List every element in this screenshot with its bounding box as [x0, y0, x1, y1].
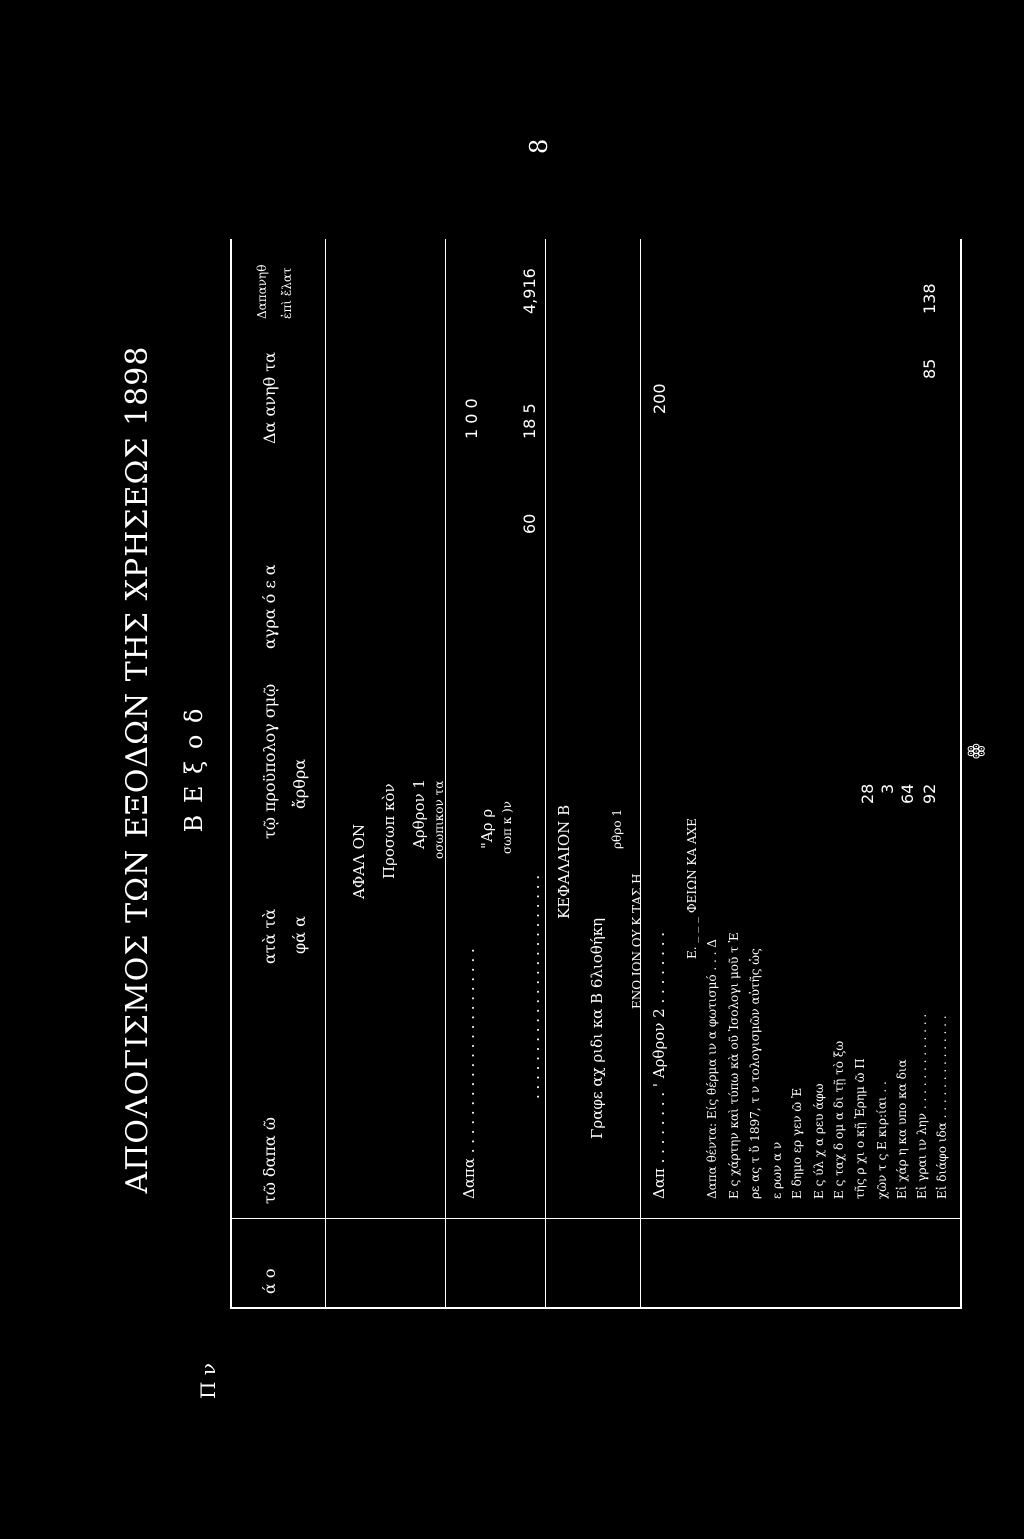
- page-subtitle: Β Ε ξ ο δ: [180, 706, 208, 833]
- col-divider-1: [325, 239, 326, 1309]
- row-11: ρθρο 1: [610, 808, 624, 849]
- row-22: τῆς ρ χι ο κῇ Ἐρημ ῶ Π: [853, 1058, 867, 1199]
- row-1: ΑΦΑΛ ΟΝ: [350, 824, 368, 899]
- value-64: 64: [898, 783, 917, 804]
- row-5: Δαπα . . . . . . . . . . . . . . . . . . . . . .: [460, 948, 478, 1199]
- row-18: ε ρων α ν: [770, 1141, 784, 1199]
- page-number: 8: [525, 138, 553, 154]
- row-25: Εἰ γραι ιν λην . . . . . . . . . . . . .: [915, 1013, 929, 1199]
- header-col-4b: ἄρθρα: [290, 758, 309, 809]
- row-7: σωπ κ )ν: [500, 801, 514, 854]
- row-19: Ε δημο ερ γεν ῶ Ἐ: [790, 1087, 804, 1199]
- row-17: ρε ας τ ὔ 1897, τ ν τολογισμῶν αὐτῆς ὡς: [748, 948, 762, 1199]
- value-28: 28: [858, 783, 877, 804]
- value-60: 60: [520, 513, 539, 534]
- row-8: . . . . . . . . . . . . . . . . . . . . . . . .: [525, 874, 543, 1099]
- row-26: Εἰ διάφο ιδα . . . . . . . . . . . . . .: [935, 1015, 949, 1199]
- row-6: "Αρ ρ: [478, 808, 496, 849]
- row-12: ΕΝΟ ΙΟΝ ΟΥ Κ ΤΑΣ Η: [630, 873, 644, 1009]
- col-divider-3: [545, 239, 546, 1309]
- value-185: 18 5: [520, 403, 539, 439]
- col-divider-2: [445, 239, 446, 1309]
- row-21: Ε ς ταχ δ ομ α δι τῇ τὸ ξω: [832, 1040, 846, 1199]
- table-left-border: [230, 1307, 960, 1309]
- value-138: 138: [920, 283, 939, 314]
- header-col-3b: φά α: [290, 916, 309, 954]
- row-20: Ε ς ύλ χ α ρευ άφω: [812, 1083, 826, 1199]
- value-85: 85: [920, 358, 939, 379]
- table-top-border: [230, 239, 232, 1309]
- col-divider-4: [640, 239, 641, 1309]
- row-24: Εἰ χάρ η κα υπο κα δια: [895, 1059, 909, 1199]
- header-col-3: ατὰ τὰ: [260, 908, 279, 964]
- row-3: Αρθρον 1: [410, 779, 428, 849]
- header-col-5: αγρα ό ε α: [260, 564, 279, 649]
- row-15: Δαπα θέντα: Είς θέρμα ιν α φωτισμό . . . Δ: [705, 939, 719, 1199]
- header-col-1: ά ο: [260, 1268, 279, 1294]
- value-4916: 4,916: [520, 268, 539, 314]
- corner-label: Π ν: [196, 1363, 220, 1399]
- value-100: 1 0 0: [462, 398, 481, 439]
- row-16: Ε ς χάρτην καὶ τύπω κὰ οῦ Ἰσολογι μοῦ τ Ἐ: [727, 932, 741, 1199]
- row-2: Προσωπ κὸν: [380, 783, 398, 879]
- header-divider: [232, 1218, 960, 1219]
- value-200: 200: [650, 383, 669, 414]
- row-13: Δαπ . . . . . . . . ' Αρθρον 2 . . . . . . . .: [650, 931, 668, 1199]
- row-14: Ε. _ _ _ ΦΕΙΩΝ ΚΑ ΑΧΕ: [685, 818, 699, 959]
- page-title: ΑΠΟΛΟΓΙΣΜΟΣ ΤΩΝ ΕΞΟΔΩΝ ΤΗΣ ΧΡΗΣΕΩΣ 1898: [120, 345, 155, 1194]
- header-col-7b: ἐπὶ ἔλατ: [280, 267, 294, 319]
- row-23: χῶν τ ς Ε κιρ:ίαι . .: [875, 1081, 889, 1199]
- row-9: ΚΕΦΑΛΑΙΟΝ Β: [555, 804, 573, 919]
- value-3: 3: [878, 783, 897, 794]
- header-col-7: Δαπανηθ: [255, 264, 269, 319]
- header-col-2: τῶ δαπα ῶ: [260, 1117, 279, 1204]
- row-4: οσωπικον τα: [432, 780, 446, 859]
- value-92: 92: [920, 783, 939, 804]
- header-col-6: Δα ανηθ τα: [260, 352, 279, 444]
- table-bottom-border: [960, 239, 962, 1309]
- header-col-4: τῷ προϋπολογ σμῷ: [260, 683, 279, 839]
- row-10: Γραφε αχ ριδι κα Β 6λιοθήκη: [588, 917, 606, 1139]
- stamp-mark: ꙮ: [965, 743, 986, 759]
